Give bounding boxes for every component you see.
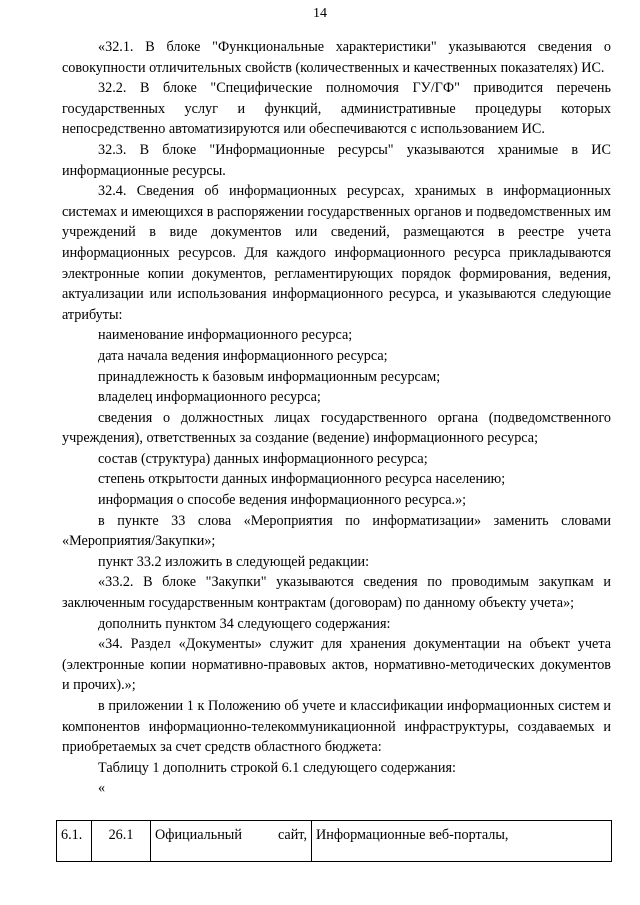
amendment-33-2-intro: пункт 33.2 изложить в следующей редакции: (98, 553, 370, 570)
paragraph-32-4: 32.4. Сведения об информационных ресурсах, хранимых в информационных системах и имеющихся в распоряжении государственных органов и подведомственных им учреждений в виде документов или сведений, размещаются в реестре учета информационных ресурсов. Для каждого информационного ресурса прикладываются электронные копии документов, регламентирующих порядок формирования, ведения, актуализации или использования информационного ресурса, и указываются следующие атрибуты: (62, 183, 611, 323)
attribute-item: сведения о должностных лицах государственного органа (подведомственного учреждения), ответственных за создание (ведение) информационного ресурса; (62, 409, 611, 447)
paragraph-34: «34. Раздел «Документы» служит для хранения документации на объект учета (электронные копии нормативно-правовых актов, нормативно-методических документов и прочих).»; (62, 636, 611, 694)
attribute-item: дата начала ведения информационного ресурса; (98, 347, 388, 364)
page-number: 14 (313, 6, 327, 21)
amendment-33: в пункте 33 слова «Мероприятия по информатизации» заменить словами «Мероприятия/Закупки»; (62, 512, 611, 550)
attribute-item: информация о способе ведения информационного ресурса.»; (98, 492, 467, 509)
table-1-amendment: Таблицу 1 дополнить строкой 6.1 следующего содержания: (98, 759, 456, 776)
attribute-item: владелец информационного ресурса; (98, 389, 321, 406)
attribute-item: принадлежность к базовым информационным ресурсам; (98, 368, 441, 385)
table-row (57, 821, 612, 862)
paragraph-32-1: «32.1. В блоке "Функциональные характеристики" указываются сведения о совокупности отличительных свойств (количественных и качественных показателях) ИС. (62, 39, 611, 76)
table-cell-name: Официальный сайт, (151, 821, 312, 862)
table-cell-number: 6.1. (57, 821, 92, 862)
attribute-item: состав (структура) данных информационного ресурса; (98, 450, 428, 467)
attribute-item: наименование информационного ресурса; (98, 327, 353, 344)
paragraph-33-2: «33.2. В блоке "Закупки" указываются сведения по проводимым закупкам и заключенным государственным контрактам (договорам) по данному объекту учета»; (62, 574, 611, 612)
paragraph-32-2: 32.2. В блоке "Специфические полномочия ГУ/ГФ" приводится перечень государственных услуг и функций, административные процедуры которых непосредственно автоматизируются или обеспечиваются с использованием ИС. (62, 80, 611, 138)
paragraph-32-3: 32.3. В блоке "Информационные ресурсы" указываются хранимые в ИС информационные ресурсы. (62, 141, 611, 179)
appendix-1-amendment: в приложении 1 к Положению об учете и классификации информационных систем и компонентов информационно-телекоммуникационной инфраструктуры, создаваемых и приобретаемых за счет средств областного бюджета: (62, 698, 611, 756)
amendment-34-intro: дополнить пунктом 34 следующего содержания: (98, 615, 391, 632)
table-cell-description: Информационные веб-порталы, (312, 821, 612, 862)
opening-quote: « (98, 780, 106, 797)
table-cell-code: 26.1 (92, 821, 151, 862)
classification-table (56, 820, 612, 862)
attribute-item: степень открытости данных информационного ресурса населению; (98, 471, 506, 488)
document-body (62, 37, 611, 799)
